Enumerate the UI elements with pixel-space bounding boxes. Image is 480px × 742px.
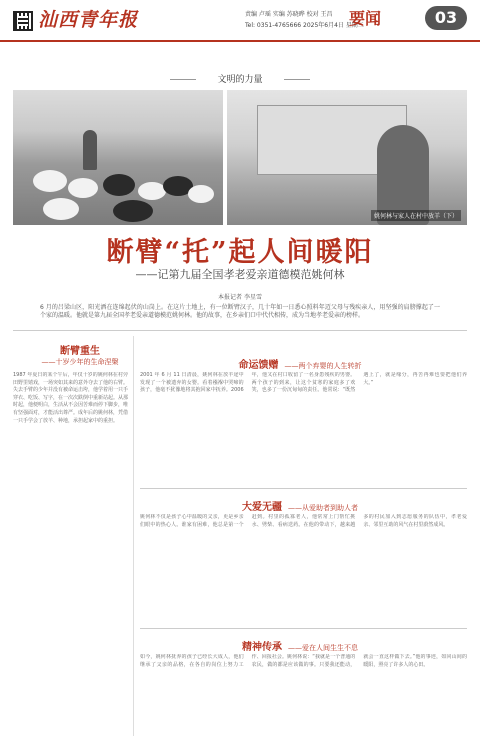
photo-sheep	[13, 90, 223, 225]
masthead	[0, 0, 480, 42]
section-body-1: 1987 年夏日的某个午后，年仅十岁的姚何林在村旁田野里嬉戏，一场突如其来的意外夺去了他的右臂。失去手臂的少年并没有被命运击垮，他学着用一只手穿衣、吃饭、写字，在一次次跌倒中重新站起。从那时起，他便明白，生活从不会因苦难而停下脚步，唯有坚强面对，才能活出尊严。成年后的姚何林，凭借一只手学会了放羊、种地，承担起家中的重担。	[13, 372, 128, 424]
section-heading-3	[200, 498, 400, 513]
section-subtitle: ——两个弃婴的人生转折	[284, 362, 362, 370]
section-heading-1	[30, 342, 130, 367]
intro-paragraph: 6 月的吕梁山区，阳光洒在连绵起伏的山岗上。在这片土地上，有一位断臂汉子，几十年如一日悉心照料年迈父母与残疾亲人，用坚强的肩膀撑起了一个家的温暖。他就是第九届全国孝老爱亲道德模范姚何林。他的故事，在乡亲们口中代代相传，成为当地孝老爱亲的榜样。	[40, 304, 440, 319]
divider	[13, 330, 467, 331]
section-body-3: 姚何林不仅是孩子心中温暖的父亲，更是乡亲们眼中的热心人。谁家有困难，他总是第一个赶到。村里的孤寡老人，他常常上门帮忙挑水、劈柴、看病送药。在他的带动下，越来越多的村民加入到志愿服务的队伍中，孝老爱亲、邻里互助的风气在村里蔚然成风。	[140, 514, 467, 528]
section-subtitle: ——爱在人间生生不息	[288, 644, 358, 652]
byline: 本报记者 李星雪	[218, 294, 262, 301]
section-name: 要闻	[349, 9, 382, 28]
column-banner: 文明的力量	[180, 72, 300, 86]
page-number: 03	[425, 6, 467, 30]
qr-code-icon	[13, 11, 33, 31]
section-heading-4	[200, 638, 400, 653]
column-divider	[133, 336, 134, 736]
section-title: 断臂重生	[60, 346, 100, 357]
section-title: 精神传承	[242, 642, 282, 653]
section-title: 命运馈赠	[238, 360, 279, 371]
photo-caption: 姚何林与家人在村中放羊（下）	[371, 210, 461, 221]
section-heading-2	[200, 356, 400, 371]
date-line: Tel: 0351-4765666 2025年6月4日 星期三	[245, 22, 364, 29]
editor-line: 责编 卢瑶 实编 苏晓晔 校对 王昌	[245, 11, 333, 18]
photo-portrait	[227, 90, 467, 225]
section-body-4: 如今，姚何林抚养的孩子已经长大成人，他们继承了父亲的品格，在各自的岗位上努力工作、回报社会。姚何林说：“我就是一个普通的农民，做的都是应该做的事。只要我还能动，就会一直这样做下去。”他的事迹，如同山间的暖阳，照亮了许多人的心田。	[140, 654, 467, 668]
section-title: 大爱无疆	[242, 502, 282, 513]
section-body-2: 2001 年 6 月 11 日清晨，姚何林在放羊途中发现了一个被遗弃的女婴。看着襁褓中哭啼的孩子，他毫不犹豫地将其抱回家中抚养。2006 年，他又在村口收留了一名身患残疾的男婴。两个孩子的到来，让这个贫寒的家庭多了欢笑，也多了一份沉甸甸的责任。他常说：“既然遇上了，就是缘分，再苦再难也要把他们养大。”	[140, 372, 467, 394]
subheadline: ——记第九届全国孝老爱亲道德模范姚何林	[135, 268, 345, 281]
newspaper-logo: 汕西青年报	[38, 9, 139, 31]
headline: 断臂“托”起人间暖阳	[106, 237, 374, 268]
divider	[140, 628, 467, 629]
section-subtitle: ——从爱助者到助人者	[288, 504, 358, 512]
section-subtitle: ——十岁少年的生命涅槃	[41, 358, 119, 366]
divider	[140, 488, 467, 489]
